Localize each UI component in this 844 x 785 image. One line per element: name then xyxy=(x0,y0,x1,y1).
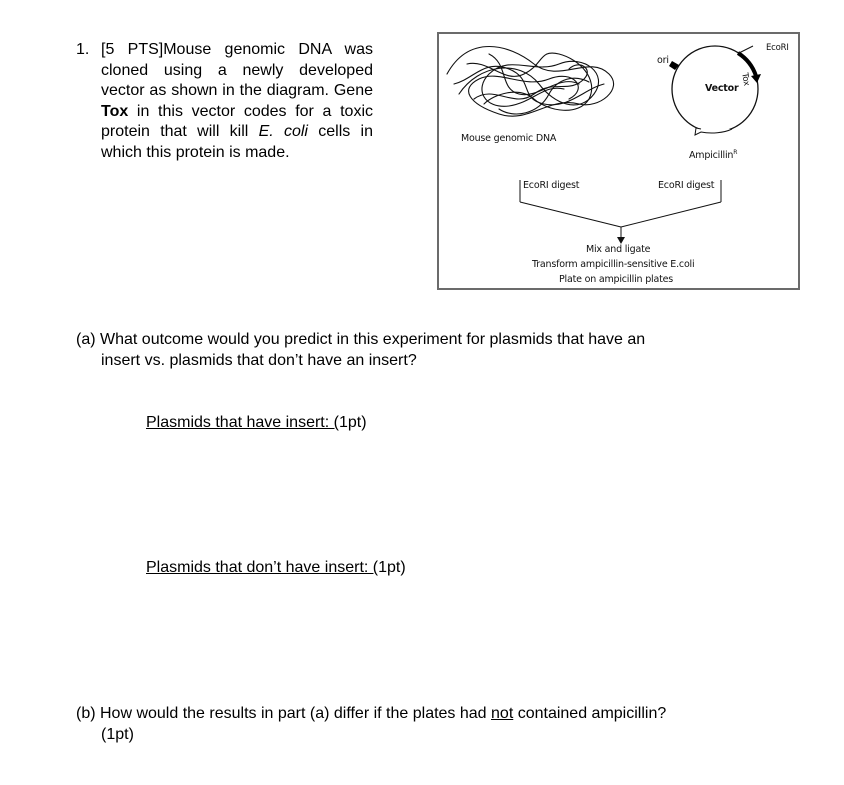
tox-label: Tox xyxy=(739,72,752,87)
ori-label: ori xyxy=(657,55,669,66)
mouse-dna-tangle xyxy=(447,47,614,117)
question-points: [5 PTS] xyxy=(101,41,164,58)
step-mix-ligate: Mix and ligate xyxy=(586,244,651,255)
step-plate: Plate on ampicillin plates xyxy=(559,274,674,285)
organism-name: E. coli xyxy=(258,123,308,140)
with-insert-label: Plasmids that have insert: (1pt) xyxy=(146,414,367,431)
part-b-points: (1pt) xyxy=(101,725,134,743)
question-text-part-3: cells in which this protein is made. xyxy=(101,123,373,161)
step-transform: Transform ampicillin-sensitive E.coli xyxy=(532,259,695,270)
ampicillin-resistance-arrow xyxy=(695,128,732,135)
without-insert-label: Plasmids that don’t have insert: (1pt) xyxy=(146,559,406,576)
gene-name: Tox xyxy=(101,102,129,120)
part-a-question xyxy=(76,330,736,371)
ampicillin-label: Ampicillin$^R$ xyxy=(689,149,738,162)
part-b-line-1: (b) How would the results in part (a) differ if the plates had not contained ampicillin? xyxy=(76,705,667,722)
cloning-diagram xyxy=(437,32,800,290)
digest-right-label: EcoRI digest xyxy=(658,180,715,191)
down-arrowhead xyxy=(617,237,625,244)
question-text-part-2: in this vector codes for a toxic protein that will kill xyxy=(101,102,373,140)
vector-label: Vector xyxy=(705,83,739,94)
tox-arrowhead xyxy=(751,74,761,83)
question-text xyxy=(101,40,373,163)
question-number: 1. xyxy=(76,41,90,58)
ecori-site-pointer xyxy=(739,46,753,53)
question-text-part-1: Mouse genomic DNA was cloned using a newly developed vector as shown in the diagram. Gene xyxy=(101,41,373,99)
part-b-emphasis: not xyxy=(491,705,514,722)
ecori-site-label: EcoRI xyxy=(766,43,789,53)
part-a-line-1: (a) What outcome would you predict in this experiment for plasmids that have an xyxy=(76,331,646,348)
part-a-line-2: insert vs. plasmids that don’t have an insert? xyxy=(101,351,417,369)
part-b-question xyxy=(76,704,776,745)
digest-left-label: EcoRI digest xyxy=(523,180,580,191)
mouse-dna-label: Mouse genomic DNA xyxy=(461,133,557,144)
